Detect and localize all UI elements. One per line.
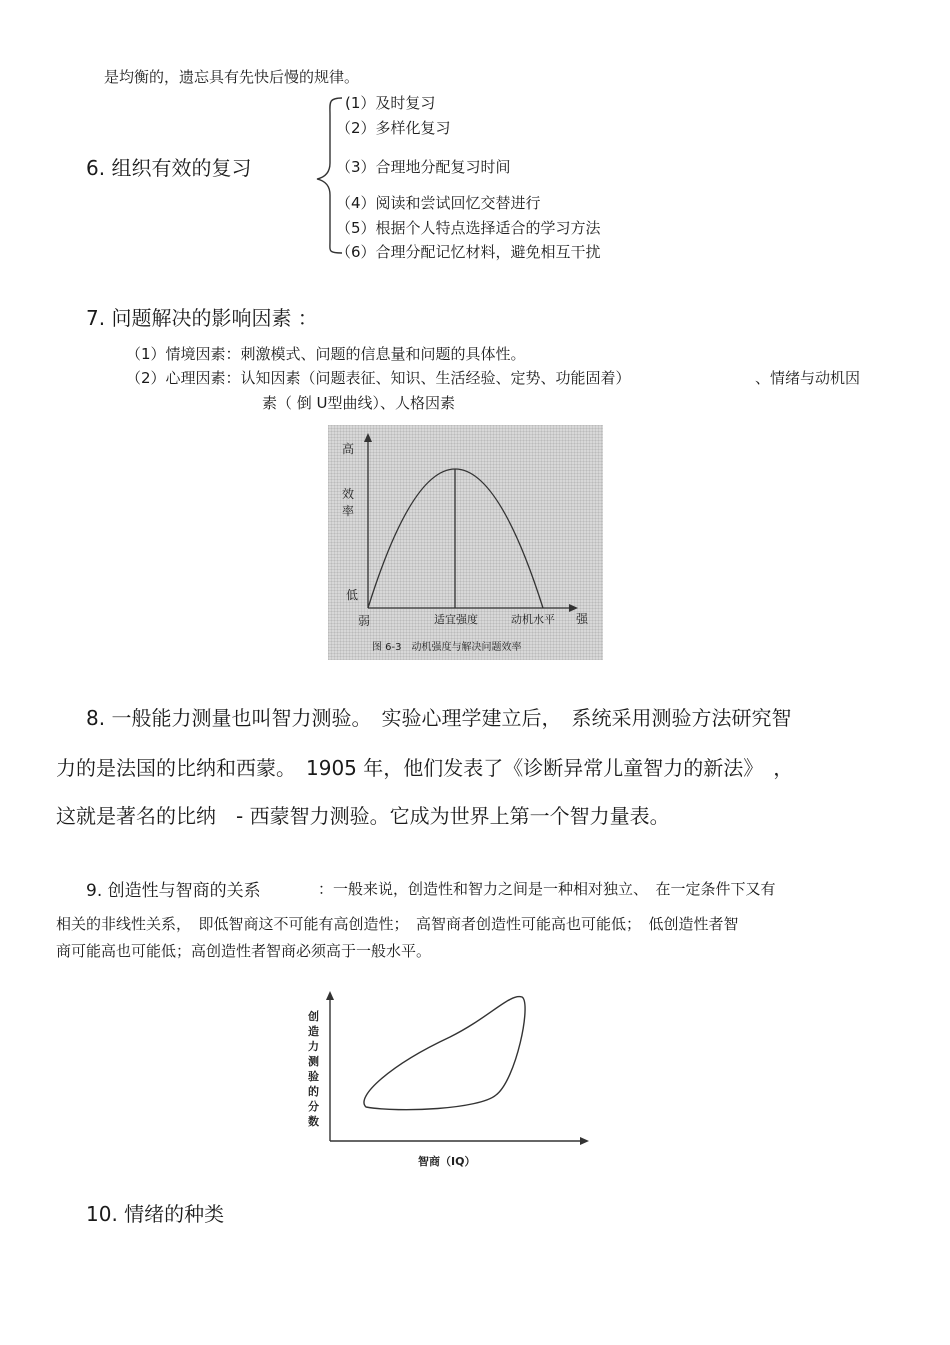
figure1-caption: 图 6-3 动机强度与解决问题效率 <box>372 642 522 653</box>
x-axis-arrow-icon <box>580 1137 589 1145</box>
y-axis-arrow-icon <box>364 433 372 442</box>
y-label-high: 高 <box>342 442 355 456</box>
x-label-weak: 弱 <box>358 614 371 628</box>
section8-line-1: 8. 一般能力测量也叫智力测验。 实验心理学建立后， 系统采用测验方法研究智 <box>86 706 792 730</box>
section9-title: 9. 创造性与智商的关系 <box>86 881 261 901</box>
y-label-char-8: 数 <box>308 1115 319 1128</box>
section9-line-1: ：一般来说，创造性和智力之间是一种相对独立、 在一定条件下又有 <box>318 880 776 898</box>
x-label-strong: 强 <box>576 612 589 626</box>
section7-item-1: （1）情境因素：刺激模式、问题的信息量和问题的具体性。 <box>126 345 526 363</box>
y-label-char-1: 创 <box>308 1010 319 1023</box>
section9-line-2: 相关的非线性关系， 即低智商这不可能有高创造性； 高智商者创造性可能高也可能低； 低创造性者智 <box>56 915 739 933</box>
y-axis-arrow-icon <box>326 991 334 1000</box>
creativity-iq-chart <box>300 985 600 1170</box>
x-label-motivation: 动机水平 <box>511 613 555 626</box>
y-label-low: 低 <box>346 588 359 602</box>
y-label-char-3: 力 <box>308 1040 319 1053</box>
section7-item-2a: （2）心理因素：认知因素（问题表征、知识、生活经验、定势、功能固着） <box>126 369 631 387</box>
y-label-char-6: 的 <box>308 1085 319 1098</box>
y-label-char-2: 造 <box>308 1025 319 1038</box>
section6-item-3: （3）合理地分配复习时间 <box>336 158 511 176</box>
y-label-char-5: 验 <box>308 1070 319 1083</box>
section10-title: 10. 情绪的种类 <box>86 1202 225 1226</box>
y-label-char-7: 分 <box>308 1100 319 1113</box>
section6-item-4: （4）阅读和尝试回忆交替进行 <box>336 194 541 212</box>
x-axis-label: 智商（IQ） <box>418 1155 476 1168</box>
section6-title: 6. 组织有效的复习 <box>86 156 252 180</box>
section6-item-2: （2）多样化复习 <box>336 119 451 137</box>
section7-item-2c: 素（ 倒 U型曲线）、人格因素 <box>262 394 456 412</box>
inverted-u-figure <box>328 425 603 660</box>
section6-item-5: （5）根据个人特点选择适合的学习方法 <box>336 219 601 237</box>
y-axis-label <box>307 1009 319 1128</box>
inverted-u-chart <box>328 425 603 660</box>
section8-line-2: 力的是法国的比纳和西蒙。 1905 年，他们发表了《诊断异常儿童智力的新法》 ， <box>56 756 794 780</box>
section9-line-3: 商可能高也可能低；高创造性者智商必须高于一般水平。 <box>56 942 432 960</box>
intro-line: 是均衡的，遗忘具有先快后慢的规律。 <box>104 68 360 86</box>
section6-item-6: （6）合理分配记忆材料，避免相互干扰 <box>336 243 601 261</box>
x-axis-arrow-icon <box>569 604 578 612</box>
section7-item-2b: 、情绪与动机因 <box>755 369 861 387</box>
y-label-char-4: 测 <box>308 1055 319 1068</box>
section8-line-3: 这就是著名的比纳 - 西蒙智力测验。它成为世界上第一个智力量表。 <box>56 804 670 828</box>
y-label-mid-2: 率 <box>342 504 355 518</box>
section7-title: 7. 问题解决的影响因素 ： <box>86 306 318 330</box>
section6-item-1: (1）及时复习 <box>345 94 436 112</box>
x-label-optimal: 适宜强度 <box>434 613 478 626</box>
correlation-region <box>364 997 525 1110</box>
y-label-mid-1: 效 <box>342 487 355 501</box>
